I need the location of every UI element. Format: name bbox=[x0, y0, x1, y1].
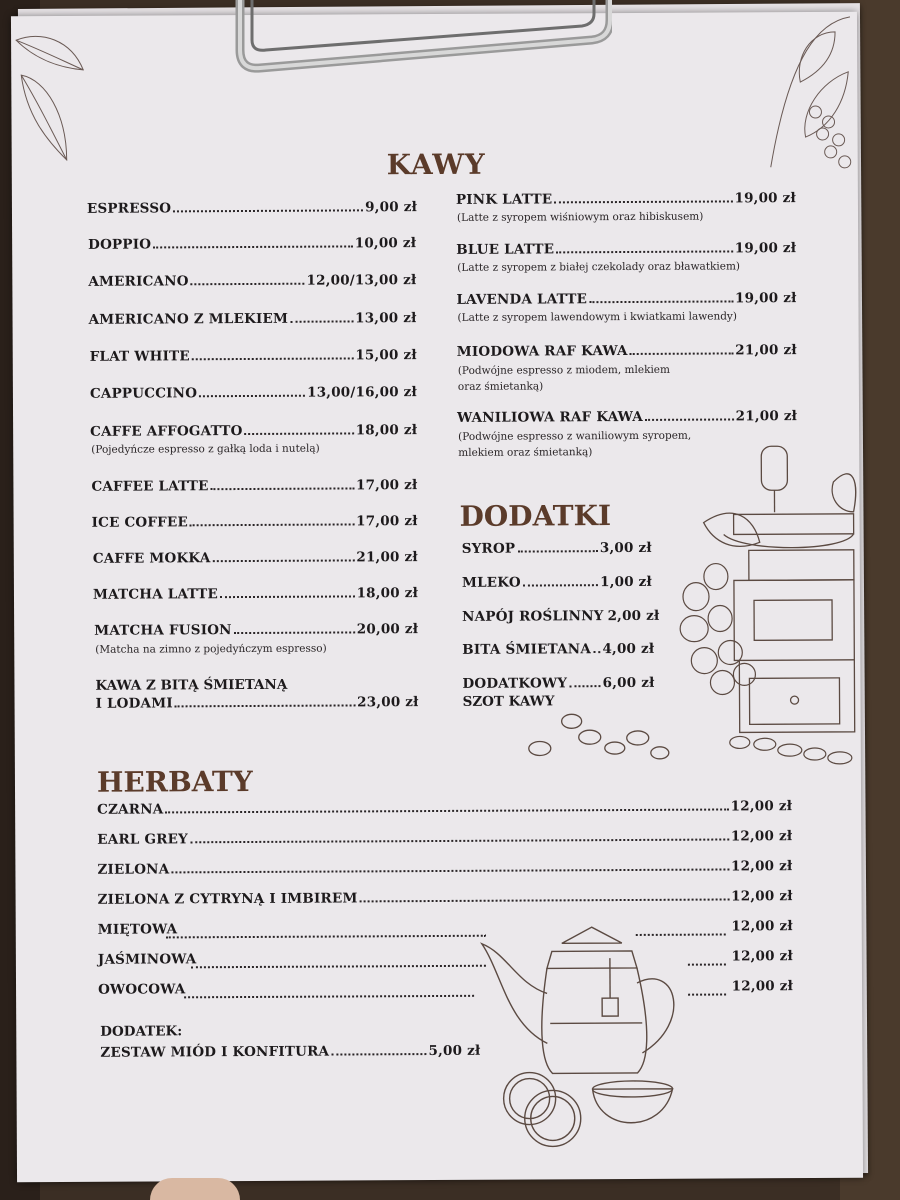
list-item: MATCHA LATTE 18,00 zł bbox=[92, 585, 419, 603]
coffee-beans-icon bbox=[520, 703, 670, 774]
leader-dots bbox=[166, 935, 486, 939]
list-item: CAPPUCCINO 13,00/16,00 zł bbox=[89, 384, 417, 402]
section-title-herbaty: HERBATY bbox=[96, 764, 253, 799]
list-item: MLEKO 1,00 zł bbox=[461, 573, 652, 591]
item-description: (Podwójne espresso z miodem, mlekiem oraz śmietanką) bbox=[457, 363, 671, 393]
leader-dots bbox=[184, 995, 474, 999]
list-item: ZIELONA Z CYTRYNĄ I IMBIREM 12,00 zł bbox=[97, 888, 793, 908]
item-description: (Matcha na zimno z pojedyńczym espresso) bbox=[95, 642, 327, 656]
list-item: CAFFE AFFOGATTO 18,00 zł bbox=[90, 422, 418, 440]
list-item: CAFFE MOKKA 21,00 zł bbox=[92, 549, 418, 567]
section-title-kawy: KAWY bbox=[386, 147, 486, 182]
list-item: EARL GREY 12,00 zł bbox=[97, 828, 793, 848]
list-item: ESPRESSO 9,00 zł bbox=[86, 199, 418, 217]
item-description: (Latte z syropem lawendowym i kwiatkami lawendy) bbox=[457, 310, 737, 324]
item-name-line2: SZOT KAWY bbox=[462, 693, 555, 710]
list-item: MIODOWA RAF KAWA 21,00 zł bbox=[456, 342, 797, 360]
item-description: (Pojedyńcze espresso z gałką loda i nutelą) bbox=[91, 442, 320, 456]
item-name-line1: KAWA Z BITĄ ŚMIETANĄ bbox=[95, 676, 288, 694]
list-item: CAFFEE LATTE 17,00 zł bbox=[91, 477, 418, 495]
list-item: MIĘTOWA 12,00 zł bbox=[97, 918, 793, 938]
list-item: I LODAMI 23,00 zł bbox=[95, 694, 419, 712]
item-description: (Podwójne espresso z waniliowym syropem, mlekiem oraz śmietanką) bbox=[458, 429, 692, 459]
teapot-illustration-icon bbox=[462, 913, 703, 1154]
list-item: ZIELONA 12,00 zł bbox=[97, 858, 793, 878]
item-description: (Latte z syropem z białej czekolady oraz bławatkiem) bbox=[457, 260, 741, 274]
list-item: DOPPIO 10,00 zł bbox=[88, 235, 417, 253]
coffee-branch-icon bbox=[760, 12, 856, 177]
list-item: AMERICANO Z MLEKIEM 13,00 zł bbox=[88, 310, 417, 328]
leaf-illustration-icon bbox=[11, 20, 92, 170]
list-item: BITA ŚMIETANA 4,00 zł bbox=[462, 640, 655, 658]
list-item: LAVENDA LATTE 19,00 zł bbox=[456, 290, 797, 308]
leader-dots bbox=[191, 965, 486, 969]
list-item: JAŚMINOWA 12,00 zł bbox=[97, 948, 793, 968]
list-item: CZARNA 12,00 zł bbox=[97, 798, 793, 818]
list-item: WANILIOWA RAF KAWA 21,00 zł bbox=[457, 408, 798, 426]
list-item: SYROP 3,00 zł bbox=[461, 539, 652, 557]
item-description: (Latte z syropem wiśniowym oraz hibiskusem) bbox=[456, 210, 704, 224]
list-item: OWOCOWA 12,00 zł bbox=[98, 978, 794, 998]
menu-sheet bbox=[11, 12, 863, 1182]
clipboard-clip bbox=[232, 0, 612, 84]
dodatek-label: DODATEK: bbox=[100, 1023, 183, 1040]
list-item: BLUE LATTE 19,00 zł bbox=[456, 240, 797, 258]
list-item: FLAT WHITE 15,00 zł bbox=[89, 347, 417, 365]
list-item: ZESTAW MIÓD I KONFITURA 5,00 zł bbox=[100, 1042, 481, 1061]
coffee-grinder-illustration-icon bbox=[663, 442, 861, 773]
section-title-dodatki: DODATKI bbox=[459, 499, 612, 533]
list-item: ICE COFFEE 17,00 zł bbox=[91, 513, 418, 531]
finger bbox=[150, 1178, 240, 1200]
list-item: NAPÓJ ROŚLINNY 2,00 zł bbox=[462, 607, 660, 625]
list-item: DODATKOWY 6,00 zł bbox=[462, 674, 655, 692]
list-item: PINK LATTE 19,00 zł bbox=[455, 190, 796, 208]
list-item: MATCHA FUSION 20,00 zł bbox=[94, 621, 419, 639]
list-item: AMERICANO 12,00/13,00 zł bbox=[88, 272, 417, 290]
